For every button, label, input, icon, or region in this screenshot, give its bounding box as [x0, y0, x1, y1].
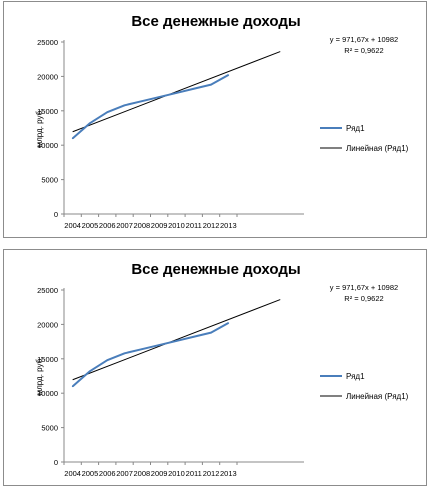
trendline [73, 52, 281, 132]
x-tick-label: 2013 [220, 221, 237, 230]
x-tick-label: 2004 [64, 469, 81, 478]
chart-svg [4, 2, 428, 239]
y-tick-label: 0 [53, 458, 58, 467]
data-point [106, 111, 108, 113]
data-point [72, 138, 74, 140]
y-axis-label: млрд. руб. [35, 108, 44, 148]
y-tick-label: 15000 [37, 106, 58, 116]
data-point [141, 100, 143, 102]
y-tick-label: 20000 [37, 320, 58, 330]
data-point [89, 370, 91, 372]
y-tick-label: 10000 [37, 389, 58, 399]
y-tick-label: 15000 [37, 354, 58, 364]
data-point [193, 88, 195, 90]
data-point [158, 96, 160, 98]
data-point [141, 348, 143, 350]
data-point [210, 332, 212, 334]
chart-panel [3, 1, 427, 238]
legend-label-trendline: Линейная (Ряд1) [346, 392, 409, 401]
data-point [89, 122, 91, 124]
data-point [72, 386, 74, 388]
data-point [228, 322, 230, 324]
x-tick-label: 2010 [168, 221, 185, 230]
x-tick-label: 2006 [98, 469, 116, 478]
data-point [124, 352, 126, 354]
data-point [176, 340, 178, 342]
chart-title: Все денежные доходы [131, 13, 301, 30]
y-tick-label: 5000 [41, 423, 58, 433]
x-tick-label: 2009 [150, 469, 168, 478]
y-tick-label: 0 [53, 210, 58, 219]
y-axis-label: млрд. руб. [35, 356, 44, 396]
trend-equation: y = 971,67x + 10982 [329, 283, 399, 292]
chart-svg [4, 250, 428, 487]
x-tick-label: 2011 [185, 221, 202, 230]
legend-label-series: Ряд1 [346, 124, 365, 133]
x-tick-label: 2011 [185, 469, 202, 478]
trend-equation: y = 971,67x + 10982 [329, 35, 399, 44]
data-point [158, 344, 160, 346]
x-tick-label: 2007 [116, 469, 133, 478]
data-point [176, 92, 178, 94]
y-tick-label: 20000 [37, 72, 58, 82]
legend-label-trendline: Линейная (Ряд1) [346, 144, 409, 153]
trendline [73, 300, 281, 380]
y-tick-label: 10000 [37, 141, 58, 151]
x-tick-label: 2012 [202, 469, 220, 478]
x-tick-label: 2005 [81, 469, 99, 478]
data-point [210, 84, 212, 86]
x-tick-label: 2008 [133, 469, 151, 478]
x-tick-label: 2005 [81, 221, 99, 230]
x-tick-label: 2013 [220, 469, 237, 478]
chart-panel [3, 249, 427, 486]
data-point [228, 74, 230, 76]
r-squared-label: R² = 0,9622 [344, 46, 384, 55]
x-tick-label: 2006 [98, 221, 116, 230]
data-point [106, 359, 108, 361]
data-point [193, 336, 195, 338]
x-tick-label: 2008 [133, 221, 151, 230]
x-tick-label: 2009 [150, 221, 168, 230]
y-tick-label: 25000 [37, 38, 58, 47]
legend-label-series: Ряд1 [346, 372, 365, 381]
y-tick-label: 25000 [37, 286, 58, 295]
x-tick-label: 2004 [64, 221, 81, 230]
x-tick-label: 2010 [168, 469, 185, 478]
y-tick-label: 5000 [41, 175, 58, 185]
chart-title: Все денежные доходы [131, 261, 301, 278]
series-line [73, 75, 229, 138]
x-tick-label: 2012 [202, 221, 220, 230]
x-tick-label: 2007 [116, 221, 133, 230]
series-line [73, 323, 229, 386]
data-point [124, 104, 126, 106]
r-squared-label: R² = 0,9622 [344, 294, 384, 303]
